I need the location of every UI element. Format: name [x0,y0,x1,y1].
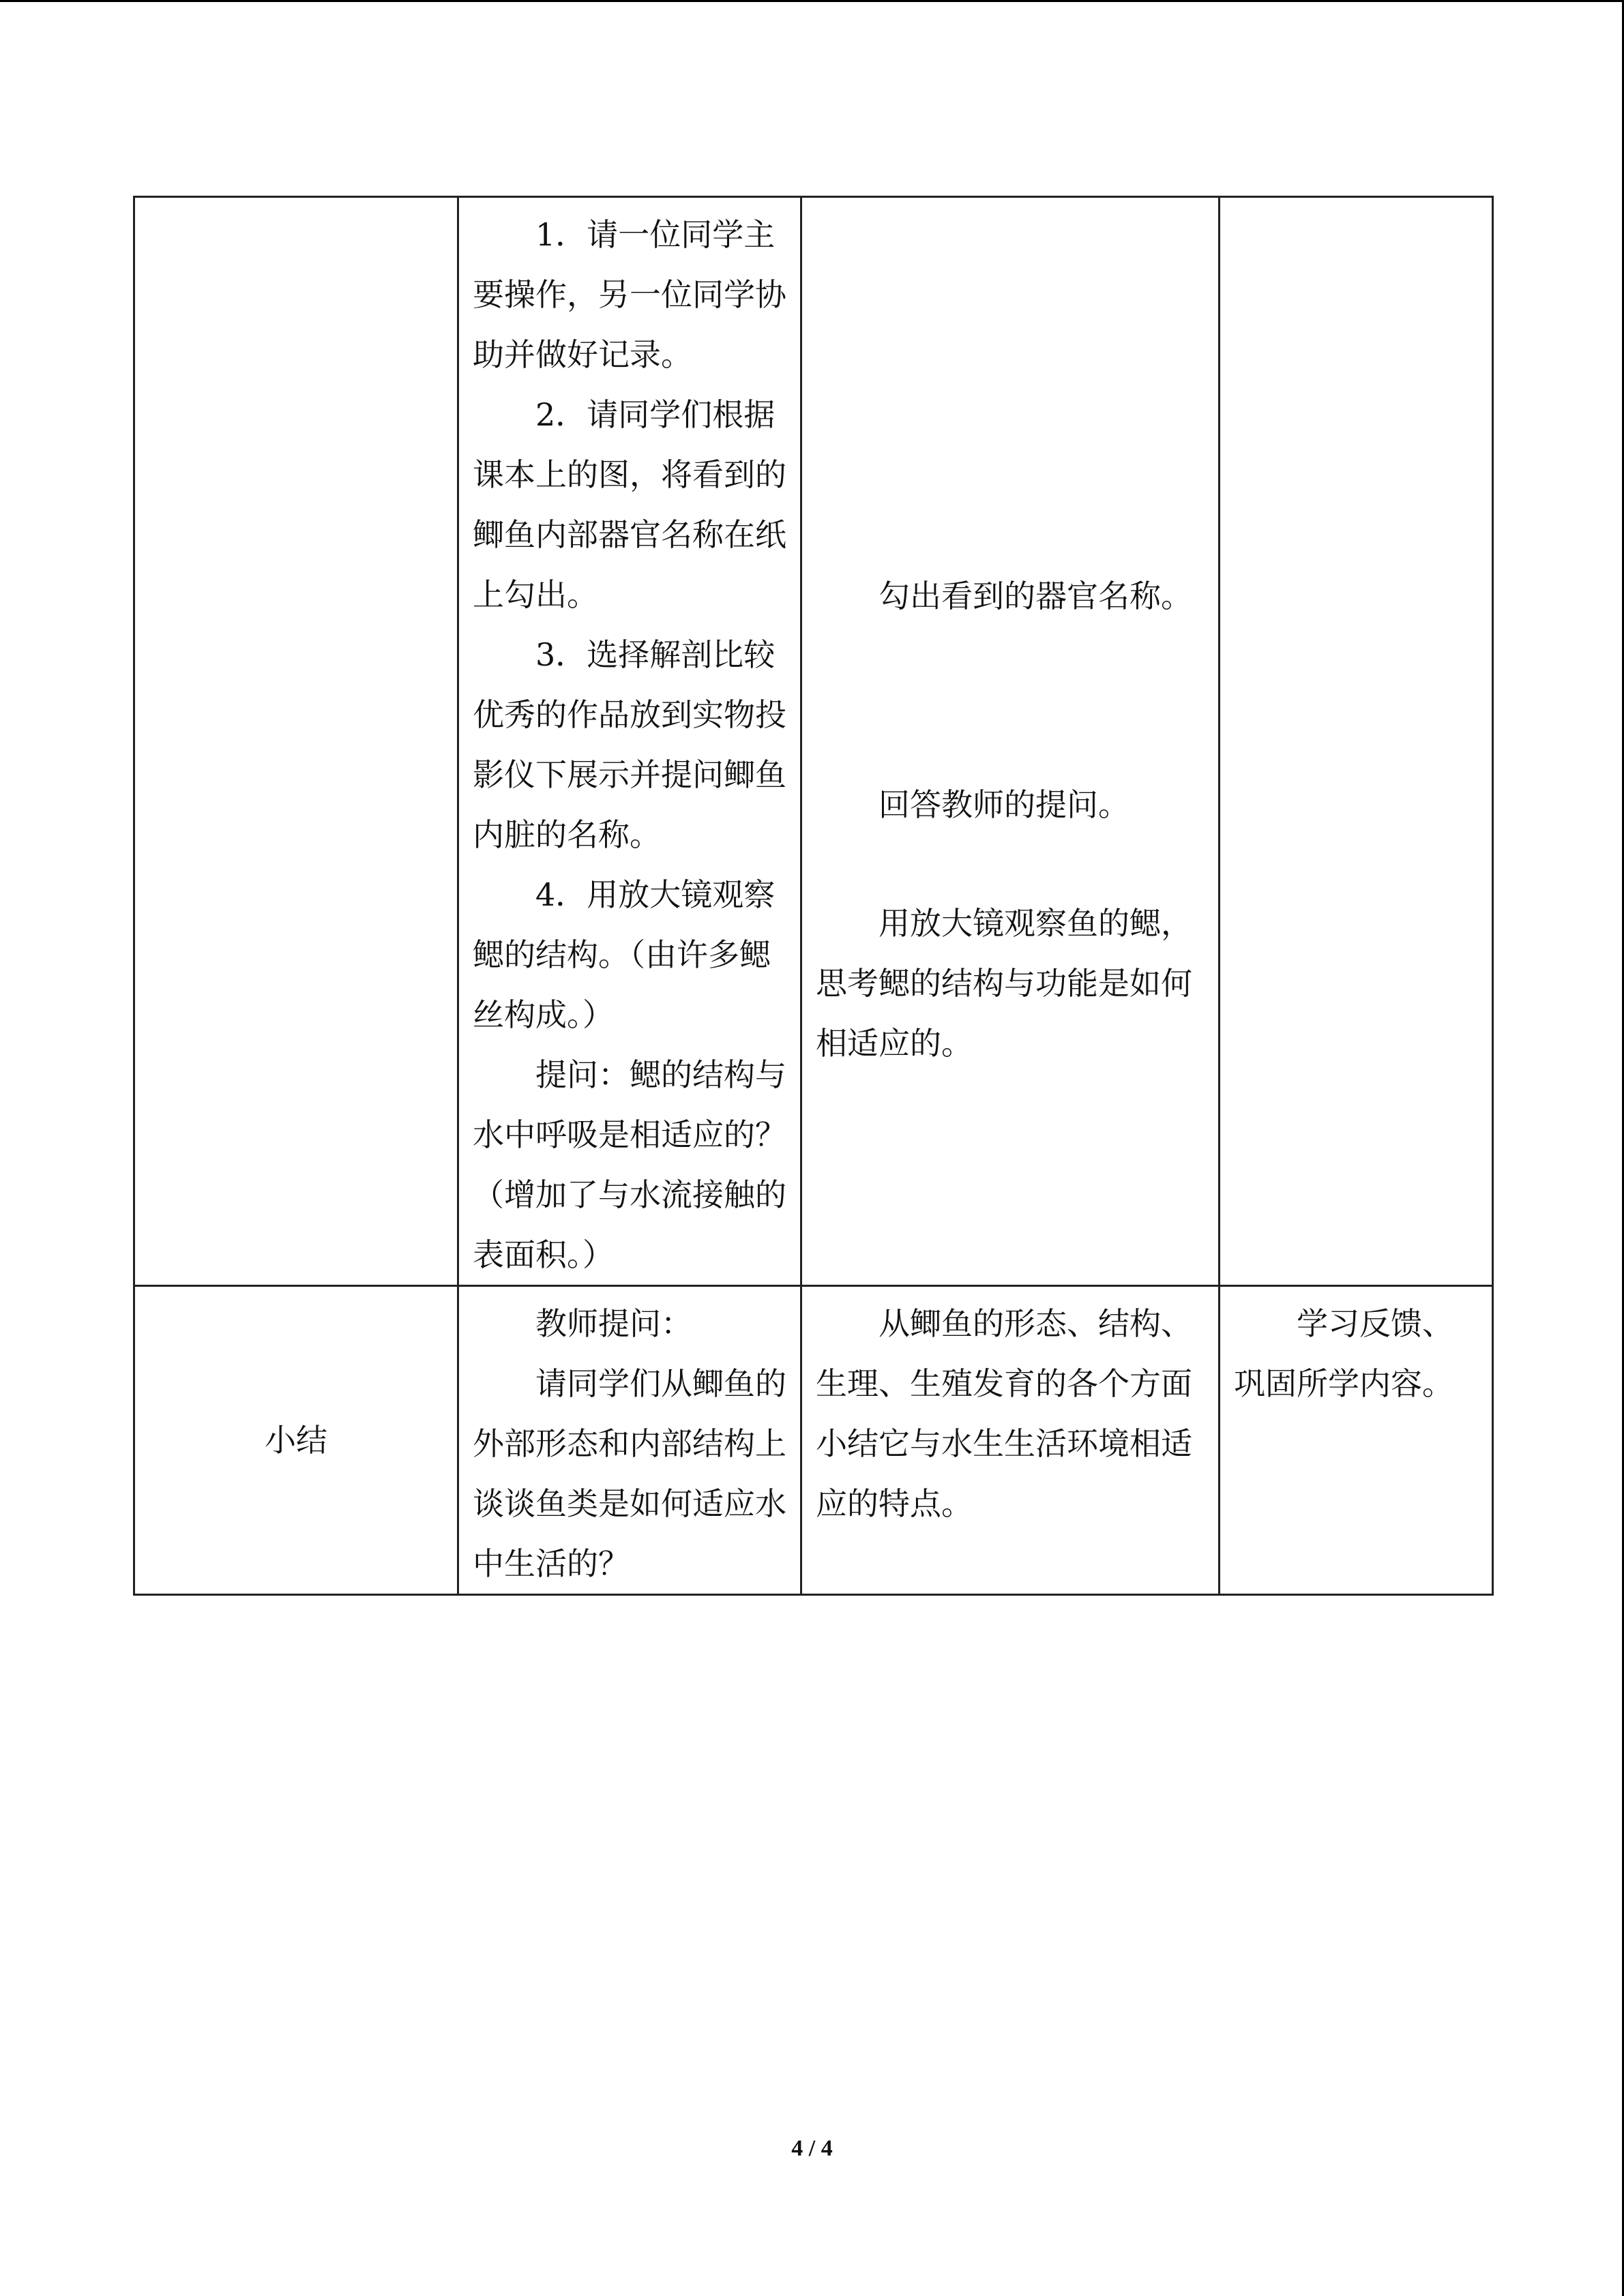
teacher-summary-cell [458,1286,801,1595]
stage-cell-empty [134,197,458,1286]
table-row-summary [134,1286,1493,1595]
table-row-dissection [134,197,1493,1286]
intent-summary-cell [1220,1286,1493,1595]
stage-cell-summary [134,1286,458,1595]
student-activity-2: 回答教师的提问。 [879,786,1130,823]
student-activity-1: 勾出看到的器官名称。 [879,578,1192,614]
teacher-step-2: 2．请同学们根据课本上的图，将看到的鲫鱼内部器官名称在纸上勾出。 [473,396,786,613]
student-summary-cell [801,1286,1220,1595]
student-activity-3: 用放大镜观察鱼的鳃，思考鳃的结构与功能是如何相适应的。 [816,905,1192,1062]
teacher-step-1: 1．请一位同学主要操作，另一位同学协助并做好记录。 [473,216,786,373]
teacher-summary-line-1: 教师提问： [535,1305,692,1342]
teacher-activity-cell [458,197,801,1286]
page-number: 4 / 4 [791,2136,833,2161]
teacher-question: 提问：鳃的结构与水中呼吸是相适应的？（增加了与水流接触的表面积。） [473,1056,786,1273]
teacher-step-3: 3．选择解剖比较优秀的作品放到实物投影仪下展示并提问鲫鱼内脏的名称。 [473,636,786,853]
lesson-plan-table [133,196,1494,1596]
intent-summary-text: 学习反馈、巩固所学内容。 [1234,1305,1453,1402]
student-activity-cell [801,197,1220,1286]
teacher-step-4: 4．用放大镜观察鳃的结构。（由许多鳃丝构成。） [473,876,776,1033]
student-summary-text: 从鲫鱼的形态、结构、生理、生殖发育的各个方面小结它与水生生活环境相适应的特点。 [816,1305,1192,1522]
teacher-summary-line-2: 请同学们从鲫鱼的外部形态和内部结构上谈谈鱼类是如何适应水中生活的？ [473,1365,786,1582]
stage-label-summary: 小结 [265,1422,327,1459]
design-intent-cell-empty [1220,197,1493,1286]
